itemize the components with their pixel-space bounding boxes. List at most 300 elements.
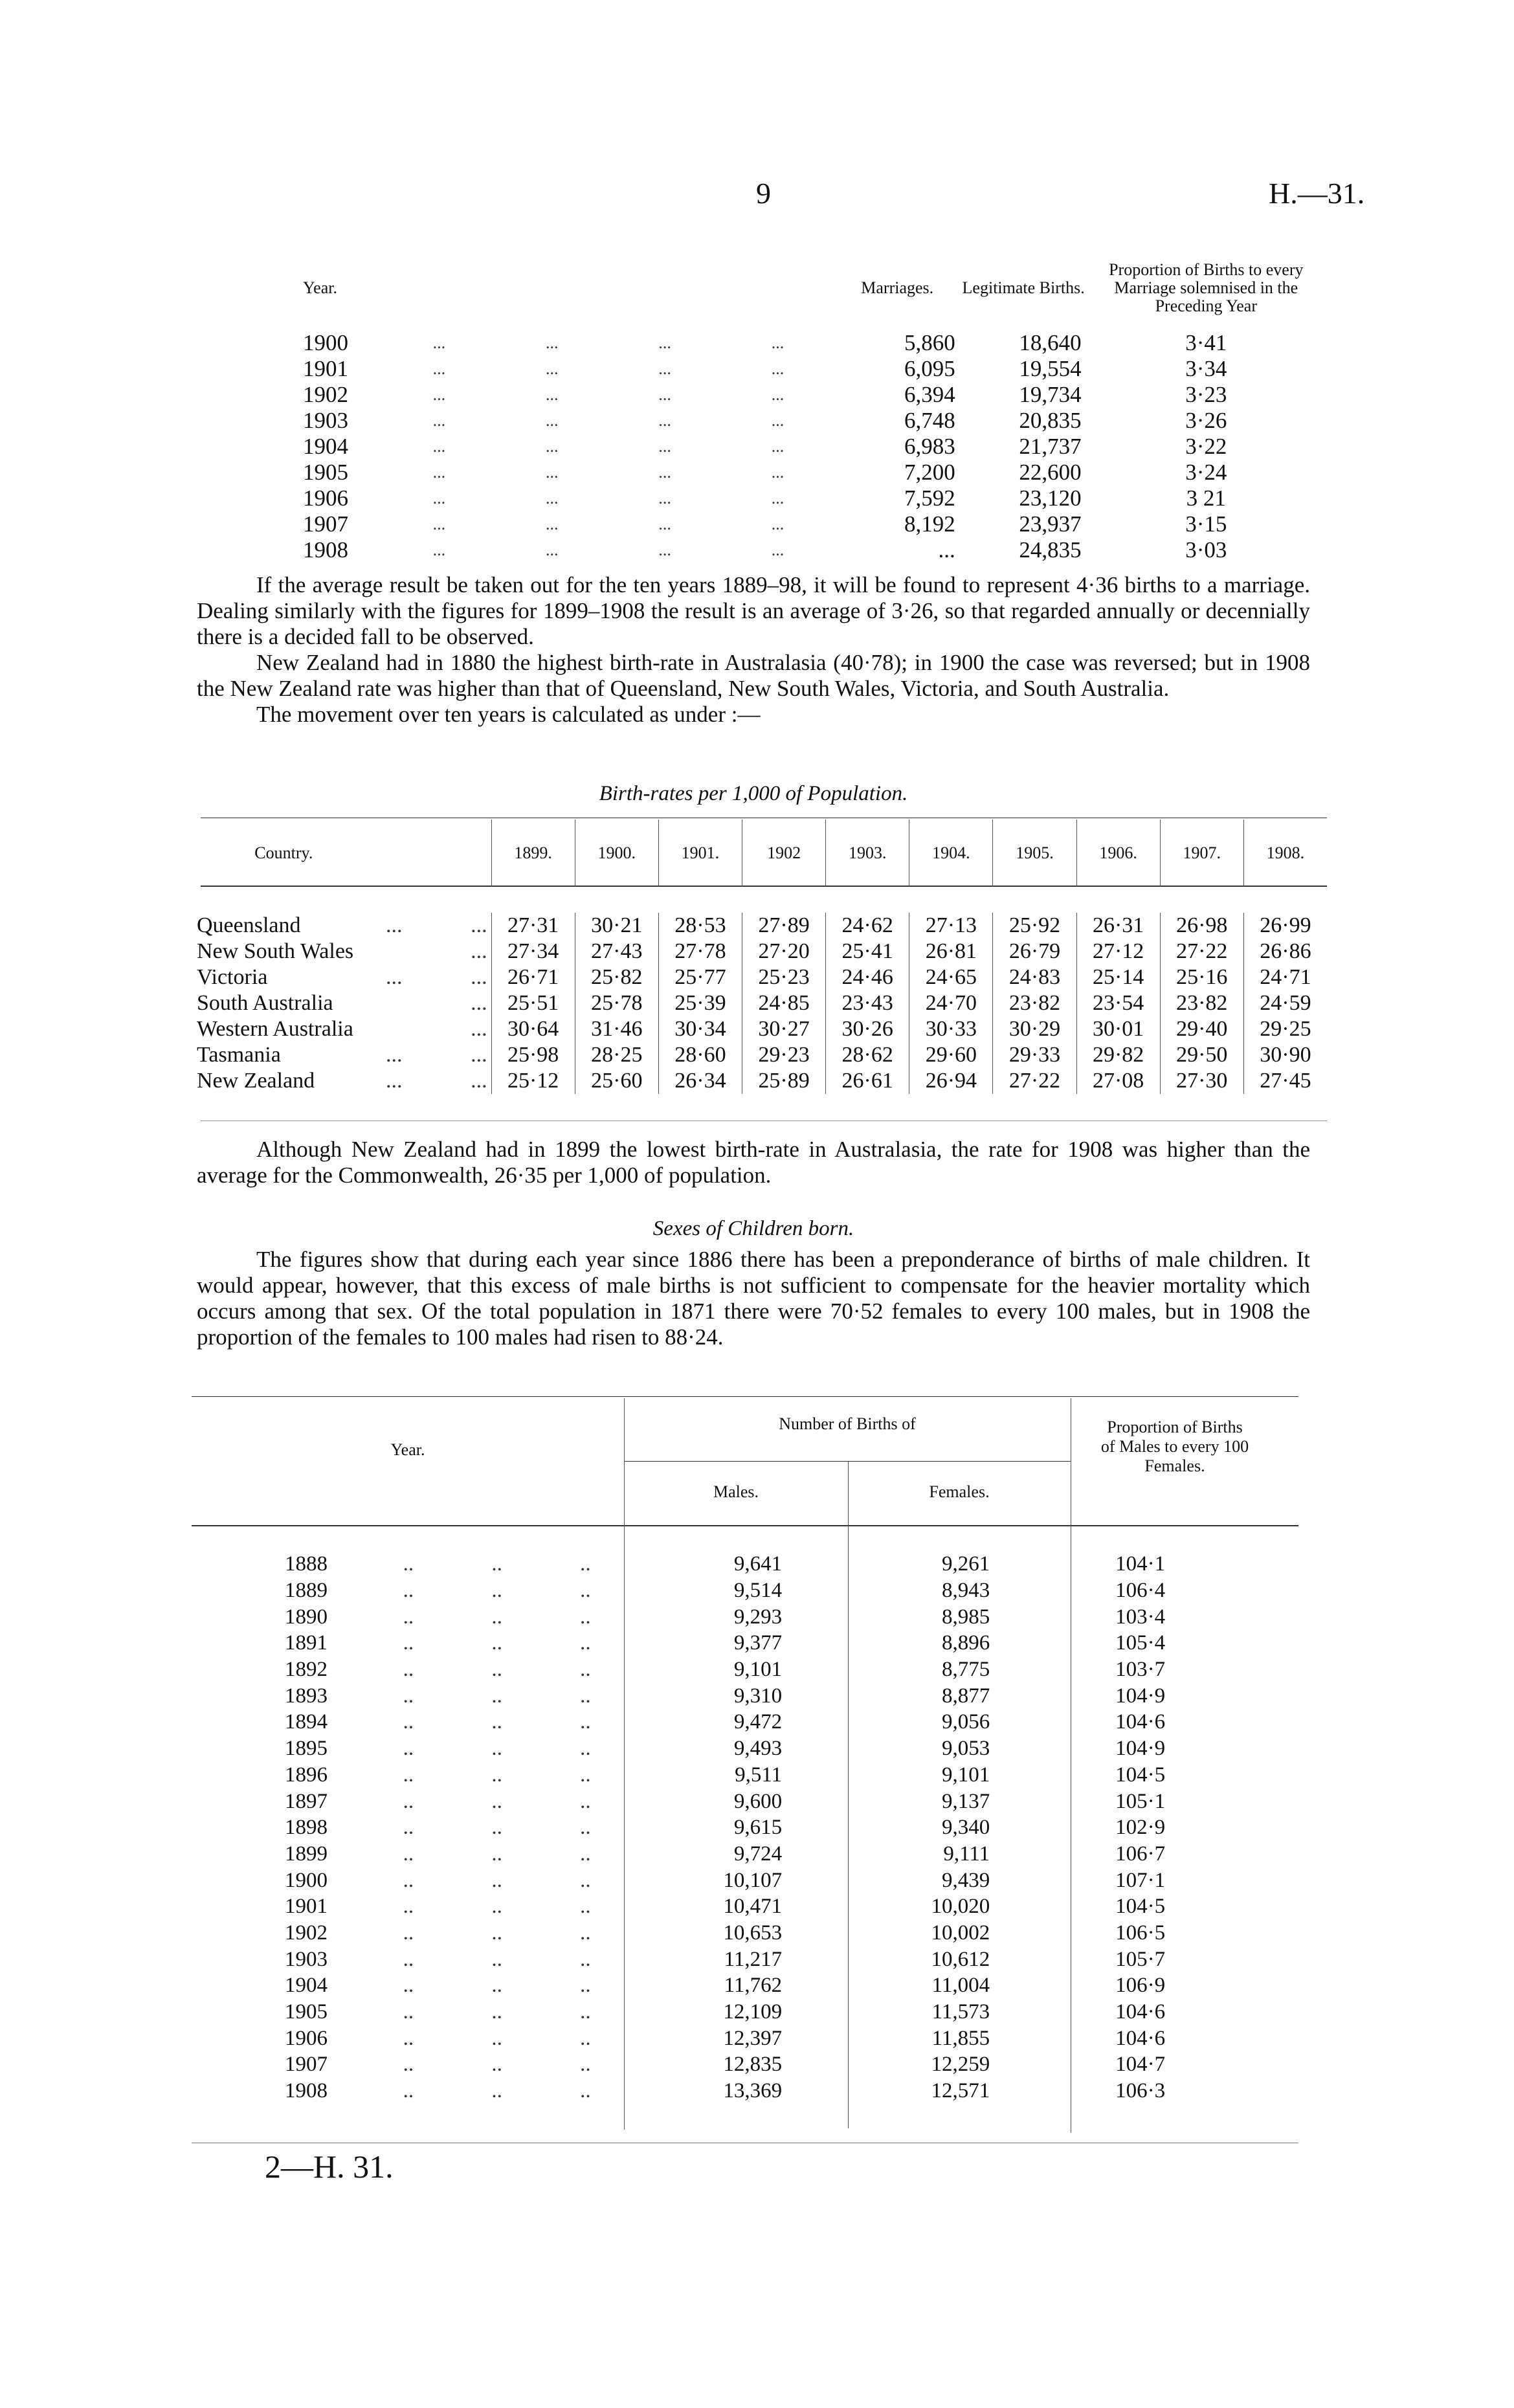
females-cell: 8,877	[941, 1684, 990, 1708]
table-row	[197, 1016, 1327, 1042]
males-cell: 9,293	[733, 1605, 783, 1629]
country-header: Country.	[254, 843, 313, 862]
rate-cell: 26·99	[1243, 913, 1327, 939]
year-cell: 1893	[285, 1684, 328, 1708]
proportion-cell: 3·22	[1185, 434, 1227, 459]
proportion-cell: 103·7	[1115, 1658, 1166, 1682]
proportion-cell: 3·23	[1185, 382, 1227, 407]
dots: ...	[658, 333, 671, 352]
rate-cell: 29·50	[1160, 1042, 1243, 1068]
females-cell: 9,261	[941, 1552, 990, 1576]
rate-cell: 23·54	[1076, 990, 1160, 1016]
dots: ...	[432, 489, 446, 507]
leader-dots: ...	[471, 1069, 487, 1093]
rate-cell: 25·23	[742, 964, 826, 990]
males-cell: 9,514	[733, 1579, 783, 1603]
dots: ...	[432, 515, 446, 533]
leader-dots: ..	[491, 1684, 502, 1708]
rate-cell: 25·89	[742, 1068, 826, 1094]
dots: ...	[432, 385, 446, 404]
leader-dots: ..	[580, 1895, 591, 1919]
proportion-cell: 3·15	[1185, 511, 1227, 537]
males-cell: 9,600	[733, 1789, 783, 1813]
males-cell: 9,724	[733, 1842, 783, 1866]
leader-dots: ..	[491, 2079, 502, 2103]
births-cell: 24,835	[1019, 537, 1082, 563]
rate-cell: 26·98	[1160, 913, 1243, 939]
year-column-header: 1905.	[993, 819, 1076, 887]
births-cell: 20,835	[1019, 408, 1082, 433]
dots: ...	[432, 437, 446, 456]
rate-cell: 24·65	[909, 964, 993, 990]
dots: ...	[771, 489, 785, 507]
table-row	[285, 1603, 1249, 1630]
leader-dots	[383, 460, 834, 485]
leader-dots	[371, 939, 417, 964]
rate-cell: 23·82	[993, 990, 1076, 1016]
country-cell: New Zealand	[197, 1069, 315, 1093]
divider	[624, 1461, 1071, 1462]
births-cell: 19,554	[1019, 356, 1082, 381]
sexes-caption: Sexes of Children born.	[652, 1217, 854, 1240]
marriages-cell: 6,748	[904, 408, 955, 433]
table-row	[303, 356, 1326, 382]
year-cell: 1892	[285, 1658, 328, 1682]
females-cell: 11,855	[931, 2026, 990, 2050]
year-cell: 1900	[303, 330, 348, 355]
year-cell: 1901	[285, 1895, 328, 1919]
males-cell: 9,615	[733, 1816, 783, 1840]
year-column-header: 1902	[742, 819, 826, 887]
females-cell: 10,020	[931, 1895, 990, 1919]
sexes-table	[285, 1551, 1249, 2104]
rate-cell: 26·86	[1243, 939, 1327, 964]
births-cell: 23,937	[1019, 511, 1082, 537]
females-cell: 9,137	[941, 1789, 990, 1813]
births-cell: 19,734	[1019, 382, 1082, 407]
leader-dots: ..	[580, 1552, 591, 1576]
leader-dots: ..	[491, 2000, 502, 2024]
year-cell: 1903	[303, 408, 348, 433]
marriages-cell: 8,192	[904, 511, 955, 537]
proportion-cell: 3·26	[1185, 408, 1227, 433]
dots: ...	[545, 463, 559, 482]
leader-dots: ..	[403, 1737, 414, 1761]
marriages-births-table	[303, 246, 1326, 563]
rate-cell: 25·51	[491, 990, 575, 1016]
dots: ...	[658, 359, 671, 378]
table-row	[285, 1999, 1249, 2025]
leader-dots: ..	[580, 2053, 591, 2077]
table-row	[285, 1577, 1249, 1604]
marriages-cell: 5,860	[904, 330, 955, 355]
year-column-header: 1906.	[1076, 819, 1160, 887]
leader-dots: ..	[491, 1658, 502, 1682]
table-row	[197, 1042, 1327, 1068]
table-row	[303, 382, 1326, 408]
text-block-2	[197, 1137, 1310, 1188]
rate-cell: 28·60	[658, 1042, 742, 1068]
birthrate-table	[197, 819, 1327, 1113]
leader-dots	[383, 382, 834, 408]
leader-dots: ..	[491, 1842, 502, 1866]
spacer-cell	[197, 1094, 1327, 1113]
country-cell: Victoria	[197, 965, 268, 989]
leader-dots: ..	[580, 2079, 591, 2103]
leader-dots: ..	[403, 1974, 414, 1998]
leader-dots: ..	[580, 1684, 591, 1708]
leader-dots	[383, 408, 834, 434]
leader-dots: ..	[491, 1868, 502, 1892]
table-row	[285, 1709, 1249, 1735]
proportion-cell: 104·9	[1115, 1684, 1166, 1708]
leader-dots: ..	[580, 1789, 591, 1813]
rate-cell: 25·41	[826, 939, 909, 964]
leader-dots	[383, 356, 834, 382]
year-cell: 1896	[285, 1763, 328, 1787]
marriages-cell: 6,095	[904, 356, 955, 381]
table-row	[303, 408, 1326, 434]
year-cell: 1890	[285, 1605, 328, 1629]
males-cell: 12,835	[723, 2053, 783, 2077]
leader-dots: ...	[471, 939, 487, 963]
births-cell: 22,600	[1019, 460, 1082, 485]
rate-cell: 25·82	[575, 964, 658, 990]
table-row	[197, 913, 1327, 939]
males-cell: 9,641	[733, 1552, 783, 1576]
dots: ...	[545, 359, 559, 378]
leader-dots: ..	[403, 1710, 414, 1734]
paragraph: Although New Zealand had in 1899 the lowest birth-rate in Australasia, the rate for 1908 was higher than the average for the Commonwealth, 26·35 per 1,000 of population.	[197, 1137, 1310, 1188]
leader-dots: ..	[403, 1868, 414, 1892]
leader-dots	[383, 434, 834, 460]
proportion-cell: 104·6	[1115, 1710, 1166, 1734]
dots: ...	[432, 333, 446, 352]
proportion-header: Proportion of Births to every Marriage solemnised in the Preceding Year	[1109, 260, 1304, 315]
rate-cell: 31·46	[575, 1016, 658, 1042]
table-row	[303, 511, 1326, 537]
males-cell: 9,472	[733, 1710, 783, 1734]
births-cell: 23,120	[1019, 485, 1082, 511]
leader-dots: ..	[580, 1605, 591, 1629]
males-cell: 10,653	[723, 1921, 783, 1945]
leader-dots: ...	[386, 1069, 403, 1093]
year-column-header: 1908.	[1243, 819, 1327, 887]
year-cell: 1891	[285, 1631, 328, 1655]
leader-dots: ..	[403, 1684, 414, 1708]
year-cell: 1906	[285, 2026, 328, 2050]
proportion-cell: 103·4	[1115, 1605, 1166, 1629]
females-cell: 9,056	[941, 1710, 990, 1734]
rate-cell: 23·82	[1160, 990, 1243, 1016]
rate-cell: 24·71	[1243, 964, 1327, 990]
marriages-cell: 7,200	[904, 460, 955, 485]
year-cell: 1899	[285, 1842, 328, 1866]
dots: ...	[658, 463, 671, 482]
leader-dots: ..	[403, 1605, 414, 1629]
rate-cell: 25·16	[1160, 964, 1243, 990]
rate-cell: 27·12	[1076, 939, 1160, 964]
proportion-cell: 3·41	[1185, 330, 1227, 355]
leader-dots: ..	[403, 1658, 414, 1682]
rate-cell: 27·08	[1076, 1068, 1160, 1094]
leader-dots: ..	[491, 1763, 502, 1787]
proportion-cell: 106·7	[1115, 1842, 1166, 1866]
year-column-header: 1899.	[491, 819, 575, 887]
dots: ...	[545, 515, 559, 533]
dots: ...	[432, 463, 446, 482]
rate-cell: 27·22	[1160, 939, 1243, 964]
leader-dots: ..	[580, 1947, 591, 1971]
dots: ...	[545, 541, 559, 559]
marriages-cell: 6,983	[904, 434, 955, 459]
marriages-cell: 7,592	[904, 485, 955, 511]
rate-cell: 27·43	[575, 939, 658, 964]
table-row-spacer	[197, 1094, 1327, 1113]
leader-dots: ..	[580, 1974, 591, 1998]
dots: ...	[658, 515, 671, 533]
table-row	[303, 537, 1326, 563]
males-cell: 9,377	[733, 1631, 783, 1655]
table-row	[285, 1551, 1249, 1577]
females-cell: 9,053	[941, 1737, 990, 1761]
rate-cell: 30·26	[826, 1016, 909, 1042]
dots: ...	[771, 333, 785, 352]
leader-dots: ..	[580, 2026, 591, 2050]
year-cell: 1906	[303, 485, 348, 511]
number-of-births-header: Number of Births of	[779, 1414, 916, 1433]
table-row	[285, 1814, 1249, 1841]
year-column-header: 1904.	[909, 819, 993, 887]
rate-cell: 29·40	[1160, 1016, 1243, 1042]
year-column-header: 1900.	[575, 819, 658, 887]
table-row	[303, 434, 1326, 460]
males-header: Males.	[713, 1482, 759, 1501]
rate-cell: 30·34	[658, 1016, 742, 1042]
females-cell: 9,340	[941, 1816, 990, 1840]
table-header-row	[303, 246, 1326, 330]
rate-cell: 25·60	[575, 1068, 658, 1094]
leader-dots: ..	[491, 1921, 502, 1945]
rate-cell: 26·81	[909, 939, 993, 964]
year-cell: 1898	[285, 1816, 328, 1840]
leader-dots: ..	[491, 1605, 502, 1629]
signature-mark: 2—H. 31.	[265, 2148, 394, 2185]
rate-cell: 29·33	[993, 1042, 1076, 1068]
females-cell: 8,775	[941, 1658, 990, 1682]
table-row	[285, 1762, 1249, 1789]
leader-dots	[383, 537, 834, 563]
proportion-cell: 104·6	[1115, 2026, 1166, 2050]
dots: ...	[545, 385, 559, 404]
leader-dots: ...	[471, 965, 487, 989]
year-cell: 1907	[303, 511, 348, 537]
females-cell: 9,101	[941, 1763, 990, 1787]
leader-dots	[383, 511, 834, 537]
births-cell: 21,737	[1019, 434, 1082, 459]
rate-cell: 25·78	[575, 990, 658, 1016]
females-cell: 12,259	[931, 2053, 990, 2077]
proportion-cell: 105·7	[1115, 1947, 1166, 1971]
females-cell: 12,571	[931, 2079, 990, 2103]
leader-dots: ..	[403, 1763, 414, 1787]
rate-cell: 26·31	[1076, 913, 1160, 939]
table-row	[285, 1682, 1249, 1709]
leader-dots: ...	[386, 913, 403, 937]
leader-dots	[383, 485, 834, 511]
rate-cell: 29·60	[909, 1042, 993, 1068]
country-cell: Tasmania	[197, 1043, 281, 1067]
rate-cell: 29·82	[1076, 1042, 1160, 1068]
year-cell: 1902	[285, 1921, 328, 1945]
year-cell: 1907	[285, 2053, 328, 2077]
leader-dots: ..	[403, 2026, 414, 2050]
leader-dots: ..	[580, 1816, 591, 1840]
dots: ...	[545, 437, 559, 456]
leader-dots: ..	[403, 1921, 414, 1945]
rate-cell: 24·62	[826, 913, 909, 939]
rate-cell: 25·77	[658, 964, 742, 990]
males-cell: 10,471	[723, 1895, 783, 1919]
proportion-cell: 104·5	[1115, 1763, 1166, 1787]
proportion-cell: 107·1	[1115, 1868, 1166, 1892]
table-row	[197, 1068, 1327, 1094]
leader-dots	[371, 990, 417, 1016]
dots: ...	[658, 385, 671, 404]
females-cell: 11,004	[931, 1974, 990, 1998]
rate-cell: 27·31	[491, 913, 575, 939]
year-cell: 1905	[285, 2000, 328, 2024]
females-header: Females.	[929, 1482, 990, 1501]
proportion-cell: 104·9	[1115, 1737, 1166, 1761]
year-cell: 1904	[303, 434, 348, 459]
table-row	[285, 1735, 1249, 1762]
proportion-cell: 106·5	[1115, 1921, 1166, 1945]
year-column-header: 1901.	[658, 819, 742, 887]
dots: ...	[771, 515, 785, 533]
males-cell: 13,369	[723, 2079, 783, 2103]
rate-cell: 26·94	[909, 1068, 993, 1094]
rate-cell: 26·79	[993, 939, 1076, 964]
paragraph: If the average result be taken out for the ten years 1889–98, it will be found to represent 4·36 births to a marriage. Dealing similarly with the figures for 1899–1908 the result is an average of 3·26, so that regarded annually or decennially there is a decided fall to be observed.	[197, 572, 1310, 649]
leader-dots: ..	[403, 1816, 414, 1840]
leader-dots: ..	[403, 1842, 414, 1866]
rate-cell: 30·64	[491, 1016, 575, 1042]
leader-dots: ...	[471, 1043, 487, 1067]
year-header: Year.	[390, 1440, 425, 1459]
document-reference: H.—31.	[1269, 177, 1365, 210]
leader-dots: ..	[491, 1789, 502, 1813]
males-cell: 12,397	[723, 2026, 783, 2050]
rate-cell: 25·14	[1076, 964, 1160, 990]
marriages-cell: ...	[938, 537, 955, 563]
year-column-header: 1907.	[1160, 819, 1243, 887]
table-row	[303, 330, 1326, 356]
text-block-3	[197, 1247, 1310, 1350]
table-row	[285, 2025, 1249, 2051]
leader-dots: ..	[491, 1631, 502, 1655]
rate-cell: 26·71	[491, 964, 575, 990]
rate-cell: 25·12	[491, 1068, 575, 1094]
rate-cell: 25·39	[658, 990, 742, 1016]
rate-cell: 29·25	[1243, 1016, 1327, 1042]
dots: ...	[658, 541, 671, 559]
table-row	[285, 1788, 1249, 1814]
proportion-cell: 105·4	[1115, 1631, 1166, 1655]
rate-cell: 23·43	[826, 990, 909, 1016]
rate-cell: 27·78	[658, 939, 742, 964]
proportion-cell: 3·24	[1185, 460, 1227, 485]
year-cell: 1902	[303, 382, 348, 407]
dots: ...	[545, 411, 559, 430]
leader-dots: ..	[491, 2026, 502, 2050]
year-cell: 1908	[285, 2079, 328, 2103]
births-cell: 18,640	[1019, 330, 1082, 355]
proportion-cell: 104·1	[1115, 1552, 1166, 1576]
proportion-cell: 3·03	[1185, 537, 1227, 563]
proportion-header: Proportion of Births of Males to every 100 Females.	[1100, 1418, 1249, 1475]
table-row	[285, 1893, 1249, 1920]
dots: ...	[771, 541, 785, 559]
year-cell: 1905	[303, 460, 348, 485]
rate-cell: 30·27	[742, 1016, 826, 1042]
year-cell: 1900	[285, 1868, 328, 1892]
table-row	[285, 1946, 1249, 1972]
males-cell: 11,762	[724, 1974, 783, 1998]
leader-dots	[371, 1016, 417, 1042]
rate-cell: 27·89	[742, 913, 826, 939]
proportion-cell: 3 21	[1186, 485, 1226, 511]
leader-dots: ..	[403, 1631, 414, 1655]
proportion-cell: 106·4	[1115, 1579, 1166, 1603]
leader-dots: ..	[580, 1868, 591, 1892]
leader-dots: ..	[403, 2000, 414, 2024]
leader-dots: ...	[471, 1017, 487, 1041]
leader-dots: ..	[580, 1631, 591, 1655]
males-cell: 12,109	[723, 2000, 783, 2024]
males-cell: 9,511	[735, 1763, 783, 1787]
rate-cell: 27·13	[909, 913, 993, 939]
table-row	[285, 1867, 1249, 1893]
rate-cell: 25·92	[993, 913, 1076, 939]
dots: ...	[771, 385, 785, 404]
females-cell: 11,573	[931, 2000, 990, 2024]
dots: ...	[771, 463, 785, 482]
page-number: 9	[756, 177, 771, 210]
rate-cell: 24·83	[993, 964, 1076, 990]
leader-dots: ..	[491, 1974, 502, 1998]
proportion-cell: 104·7	[1115, 2053, 1166, 2077]
rate-cell: 27·20	[742, 939, 826, 964]
rate-cell: 27·34	[491, 939, 575, 964]
leader-dots: ..	[580, 1842, 591, 1866]
table-row	[197, 939, 1327, 964]
leader-dots: ..	[403, 2053, 414, 2077]
females-cell: 9,111	[943, 1842, 990, 1866]
table-header-row	[197, 819, 1327, 887]
rate-cell: 24·70	[909, 990, 993, 1016]
leader-dots: ..	[403, 2079, 414, 2103]
leader-dots: ...	[386, 1043, 403, 1067]
rate-cell: 24·46	[826, 964, 909, 990]
table-row	[197, 964, 1327, 990]
country-cell: Western Australia	[197, 1017, 353, 1041]
rate-cell: 25·98	[491, 1042, 575, 1068]
leader-dots: ..	[580, 1579, 591, 1603]
marriages-header: Marriages.	[861, 278, 934, 297]
divider	[192, 1396, 1298, 1397]
rate-cell: 26·34	[658, 1068, 742, 1094]
